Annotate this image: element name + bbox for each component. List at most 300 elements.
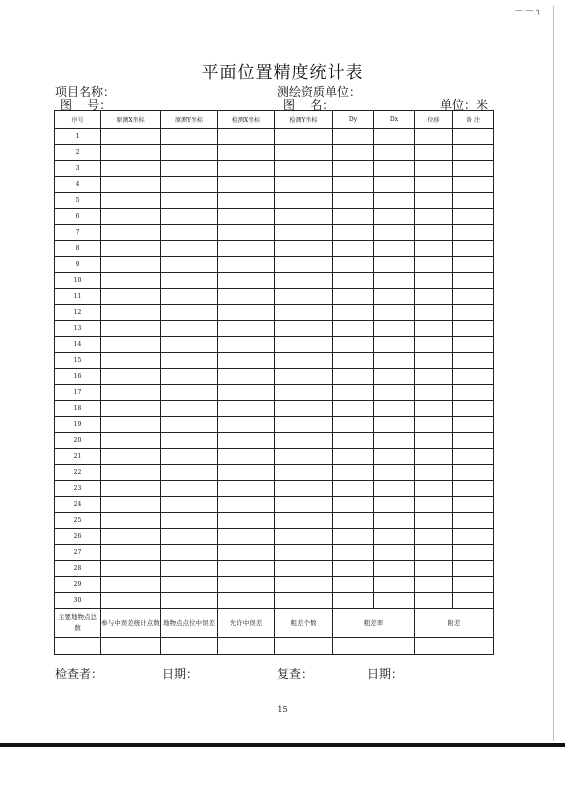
table-cell — [453, 561, 494, 577]
table-row — [55, 289, 494, 305]
table-cell — [161, 321, 218, 337]
table-row — [55, 321, 494, 337]
row-number: 12 — [55, 305, 101, 321]
table-cell — [101, 401, 161, 417]
accuracy-table — [54, 110, 494, 655]
table-cell — [453, 593, 494, 609]
table-cell — [374, 321, 415, 337]
row-number: 27 — [55, 545, 101, 561]
table-row — [55, 257, 494, 273]
table-cell — [161, 177, 218, 193]
table-cell — [415, 385, 453, 401]
table-cell — [333, 561, 374, 577]
table-cell — [161, 209, 218, 225]
table-cell — [275, 369, 333, 385]
row-number: 9 — [55, 257, 101, 273]
column-header: 原测Y坐标 — [161, 111, 218, 129]
date-label-1: 日期： — [162, 667, 199, 681]
table-cell — [333, 209, 374, 225]
table-cell — [333, 145, 374, 161]
table-cell — [453, 241, 494, 257]
table-row — [55, 385, 494, 401]
table-cell — [415, 481, 453, 497]
table-cell — [333, 401, 374, 417]
table-cell — [453, 481, 494, 497]
table-cell — [374, 465, 415, 481]
table-cell — [374, 593, 415, 609]
table-cell — [218, 433, 275, 449]
table-cell — [218, 193, 275, 209]
table-cell — [275, 545, 333, 561]
table-cell — [333, 513, 374, 529]
table-cell — [453, 289, 494, 305]
table-cell — [101, 369, 161, 385]
table-cell — [275, 257, 333, 273]
table-row — [55, 161, 494, 177]
table-cell — [333, 129, 374, 145]
table-row — [55, 273, 494, 289]
table-cell — [415, 289, 453, 305]
table-cell — [415, 225, 453, 241]
row-number: 26 — [55, 529, 101, 545]
table-cell — [374, 353, 415, 369]
table-cell — [161, 577, 218, 593]
table-cell — [101, 257, 161, 273]
row-number: 30 — [55, 593, 101, 609]
table-cell — [453, 225, 494, 241]
table-cell — [161, 433, 218, 449]
page-title: 平面位置精度统计表 — [201, 63, 364, 83]
table-cell — [453, 257, 494, 273]
table-row — [55, 145, 494, 161]
table-cell — [101, 417, 161, 433]
table-cell — [374, 369, 415, 385]
table-row — [55, 577, 494, 593]
table-cell — [275, 385, 333, 401]
table-cell — [374, 145, 415, 161]
table-cell — [374, 305, 415, 321]
row-number: 3 — [55, 161, 101, 177]
table-cell — [218, 577, 275, 593]
table-cell — [415, 209, 453, 225]
table-cell — [218, 177, 275, 193]
table-cell — [218, 321, 275, 337]
table-cell — [415, 337, 453, 353]
table-cell — [275, 177, 333, 193]
table-cell — [415, 593, 453, 609]
row-number: 22 — [55, 465, 101, 481]
table-cell — [333, 241, 374, 257]
table-cell — [275, 321, 333, 337]
table-cell — [275, 577, 333, 593]
table-cell — [101, 513, 161, 529]
table-cell — [218, 161, 275, 177]
table-cell — [161, 305, 218, 321]
table-row — [55, 545, 494, 561]
row-number: 24 — [55, 497, 101, 513]
table-row — [55, 481, 494, 497]
unit-label: 单位：米 — [440, 98, 489, 112]
table-cell — [374, 529, 415, 545]
table-row — [55, 353, 494, 369]
table-cell — [275, 433, 333, 449]
table-cell — [161, 465, 218, 481]
table-row — [55, 497, 494, 513]
table-cell — [415, 257, 453, 273]
table-cell — [374, 481, 415, 497]
table-cell — [374, 433, 415, 449]
table-cell — [218, 241, 275, 257]
table-cell — [161, 513, 218, 529]
table-cell — [275, 465, 333, 481]
table-cell — [275, 241, 333, 257]
table-row — [55, 305, 494, 321]
row-number: 1 — [55, 129, 101, 145]
table-cell — [101, 449, 161, 465]
summary-header-row — [55, 609, 494, 638]
table-cell — [275, 561, 333, 577]
table-cell — [161, 401, 218, 417]
table-cell — [218, 481, 275, 497]
table-cell — [453, 449, 494, 465]
table-cell — [275, 513, 333, 529]
table-row — [55, 465, 494, 481]
table-cell — [101, 225, 161, 241]
table-cell — [374, 497, 415, 513]
table-cell — [453, 337, 494, 353]
table-cell — [275, 225, 333, 241]
page-number: 15 — [277, 705, 288, 714]
summary-cell — [55, 638, 101, 655]
table-cell — [333, 449, 374, 465]
table-cell — [275, 401, 333, 417]
row-number: 10 — [55, 273, 101, 289]
table-cell — [415, 353, 453, 369]
table-cell — [218, 497, 275, 513]
table-cell — [218, 145, 275, 161]
table-cell — [275, 529, 333, 545]
table-cell — [275, 337, 333, 353]
table-cell — [101, 385, 161, 401]
table-cell — [161, 481, 218, 497]
table-cell — [333, 353, 374, 369]
summary-cell — [333, 638, 415, 655]
table-cell — [333, 385, 374, 401]
table-cell — [374, 257, 415, 273]
table-row — [55, 209, 494, 225]
summary-cell — [275, 638, 333, 655]
table-cell — [333, 465, 374, 481]
table-cell — [333, 177, 374, 193]
table-cell — [453, 497, 494, 513]
table-cell — [218, 129, 275, 145]
table-cell — [101, 145, 161, 161]
table-cell — [453, 433, 494, 449]
table-cell — [415, 561, 453, 577]
scan-bottom-bar — [0, 743, 565, 747]
table-cell — [275, 129, 333, 145]
table-cell — [275, 417, 333, 433]
summary-gross-error-count-header: 粗差个数 — [275, 609, 333, 638]
table-cell — [275, 449, 333, 465]
table-cell — [275, 209, 333, 225]
summary-value-row — [55, 638, 494, 655]
table-cell — [275, 481, 333, 497]
table-cell — [101, 337, 161, 353]
table-cell — [415, 529, 453, 545]
table-cell — [218, 593, 275, 609]
table-cell — [415, 145, 453, 161]
table-cell — [101, 193, 161, 209]
table-cell — [415, 401, 453, 417]
table-cell — [453, 305, 494, 321]
table-cell — [161, 337, 218, 353]
table-row — [55, 449, 494, 465]
table-cell — [275, 273, 333, 289]
scan-edge-line — [553, 6, 554, 741]
table-cell — [374, 177, 415, 193]
row-number: 15 — [55, 353, 101, 369]
table-cell — [415, 497, 453, 513]
table-row — [55, 513, 494, 529]
table-cell — [161, 289, 218, 305]
table-cell — [415, 417, 453, 433]
column-header: 原测X坐标 — [101, 111, 161, 129]
table-cell — [374, 273, 415, 289]
table-row — [55, 241, 494, 257]
table-row — [55, 561, 494, 577]
table-cell — [218, 273, 275, 289]
table-cell — [101, 529, 161, 545]
table-cell — [333, 321, 374, 337]
table-cell — [374, 417, 415, 433]
table-row — [55, 193, 494, 209]
table-cell — [453, 417, 494, 433]
table-cell — [333, 529, 374, 545]
row-number: 23 — [55, 481, 101, 497]
table-cell — [374, 289, 415, 305]
table-cell — [218, 289, 275, 305]
table-cell — [374, 577, 415, 593]
table-cell — [453, 369, 494, 385]
table-cell — [453, 193, 494, 209]
table-cell — [453, 177, 494, 193]
table-header-row — [55, 111, 494, 129]
column-header: 序号 — [55, 111, 101, 129]
table-row — [55, 529, 494, 545]
summary-cell — [218, 638, 275, 655]
table-cell — [415, 305, 453, 321]
table-cell — [161, 145, 218, 161]
table-cell — [161, 385, 218, 401]
table-cell — [101, 561, 161, 577]
summary-attachment-header: 附差 — [415, 609, 494, 638]
table-cell — [218, 561, 275, 577]
table-cell — [333, 545, 374, 561]
table-cell — [333, 193, 374, 209]
table-cell — [101, 161, 161, 177]
table-cell — [161, 561, 218, 577]
table-cell — [374, 337, 415, 353]
table-cell — [275, 593, 333, 609]
table-cell — [161, 369, 218, 385]
date-label-2: 日期： — [367, 667, 404, 681]
table-cell — [161, 417, 218, 433]
table-cell — [453, 353, 494, 369]
table-cell — [415, 161, 453, 177]
row-number: 13 — [55, 321, 101, 337]
table-cell — [453, 161, 494, 177]
table-cell — [333, 337, 374, 353]
row-number: 14 — [55, 337, 101, 353]
table-cell — [374, 193, 415, 209]
table-cell — [453, 401, 494, 417]
table-cell — [453, 129, 494, 145]
table-row — [55, 129, 494, 145]
table-cell — [275, 353, 333, 369]
table-cell — [161, 257, 218, 273]
table-cell — [161, 593, 218, 609]
table-cell — [415, 321, 453, 337]
row-number: 16 — [55, 369, 101, 385]
table-cell — [453, 385, 494, 401]
table-cell — [275, 305, 333, 321]
table-cell — [218, 337, 275, 353]
table-cell — [218, 257, 275, 273]
table-cell — [453, 513, 494, 529]
table-cell — [101, 465, 161, 481]
table-cell — [374, 385, 415, 401]
row-number: 19 — [55, 417, 101, 433]
table-cell — [161, 193, 218, 209]
table-cell — [218, 369, 275, 385]
table-row — [55, 177, 494, 193]
table-cell — [415, 369, 453, 385]
table-cell — [101, 129, 161, 145]
table-cell — [453, 145, 494, 161]
column-header: 检测X坐标 — [218, 111, 275, 129]
table-cell — [218, 545, 275, 561]
table-cell — [161, 449, 218, 465]
table-cell — [161, 497, 218, 513]
map-name-label: 图 名： — [283, 98, 335, 112]
table-cell — [161, 241, 218, 257]
row-number: 6 — [55, 209, 101, 225]
table-cell — [333, 273, 374, 289]
table-cell — [218, 449, 275, 465]
table-row — [55, 225, 494, 241]
table-cell — [161, 353, 218, 369]
table-cell — [101, 577, 161, 593]
table-cell — [333, 305, 374, 321]
row-number: 7 — [55, 225, 101, 241]
table-cell — [415, 193, 453, 209]
row-number: 25 — [55, 513, 101, 529]
row-number: 29 — [55, 577, 101, 593]
table-row — [55, 369, 494, 385]
table-cell — [333, 417, 374, 433]
table-cell — [161, 529, 218, 545]
table-cell — [101, 593, 161, 609]
table-row — [55, 401, 494, 417]
table-cell — [101, 209, 161, 225]
table-cell — [161, 129, 218, 145]
table-cell — [218, 417, 275, 433]
row-number: 18 — [55, 401, 101, 417]
table-cell — [374, 129, 415, 145]
table-cell — [415, 465, 453, 481]
table-cell — [374, 561, 415, 577]
table-cell — [161, 273, 218, 289]
table-cell — [453, 529, 494, 545]
inspector-label: 检查者： — [55, 667, 104, 681]
table-cell — [101, 177, 161, 193]
table-cell — [333, 161, 374, 177]
table-row — [55, 433, 494, 449]
table-cell — [101, 433, 161, 449]
table-cell — [453, 321, 494, 337]
table-cell — [101, 481, 161, 497]
column-header: 备 注 — [453, 111, 494, 129]
table-row — [55, 417, 494, 433]
table-cell — [374, 161, 415, 177]
table-cell — [218, 529, 275, 545]
table-cell — [374, 401, 415, 417]
table-cell — [218, 401, 275, 417]
table-cell — [333, 225, 374, 241]
table-cell — [333, 497, 374, 513]
table-cell — [161, 161, 218, 177]
table-cell — [415, 241, 453, 257]
table-cell — [161, 545, 218, 561]
table-cell — [275, 497, 333, 513]
table-cell — [333, 369, 374, 385]
column-header: Dx — [374, 111, 415, 129]
table-cell — [218, 513, 275, 529]
row-number: 8 — [55, 241, 101, 257]
table-cell — [374, 545, 415, 561]
table-row — [55, 593, 494, 609]
table-cell — [218, 353, 275, 369]
table-cell — [453, 545, 494, 561]
table-cell — [275, 193, 333, 209]
reviewer-label: 复查： — [277, 667, 314, 681]
table-cell — [415, 449, 453, 465]
summary-total-points-header: 主要地物点总数 — [55, 609, 101, 638]
table-cell — [101, 353, 161, 369]
row-number: 20 — [55, 433, 101, 449]
table-cell — [333, 289, 374, 305]
table-cell — [218, 465, 275, 481]
row-number: 11 — [55, 289, 101, 305]
table-cell — [161, 225, 218, 241]
column-header: 位移 — [415, 111, 453, 129]
table-cell — [374, 209, 415, 225]
table-cell — [218, 209, 275, 225]
table-cell — [101, 321, 161, 337]
table-cell — [374, 241, 415, 257]
table-cell — [333, 577, 374, 593]
table-cell — [415, 273, 453, 289]
table-cell — [374, 225, 415, 241]
table-cell — [374, 513, 415, 529]
table-cell — [218, 225, 275, 241]
table-cell — [374, 449, 415, 465]
table-cell — [453, 465, 494, 481]
table-cell — [333, 593, 374, 609]
column-header: Dy — [333, 111, 374, 129]
table-cell — [415, 545, 453, 561]
